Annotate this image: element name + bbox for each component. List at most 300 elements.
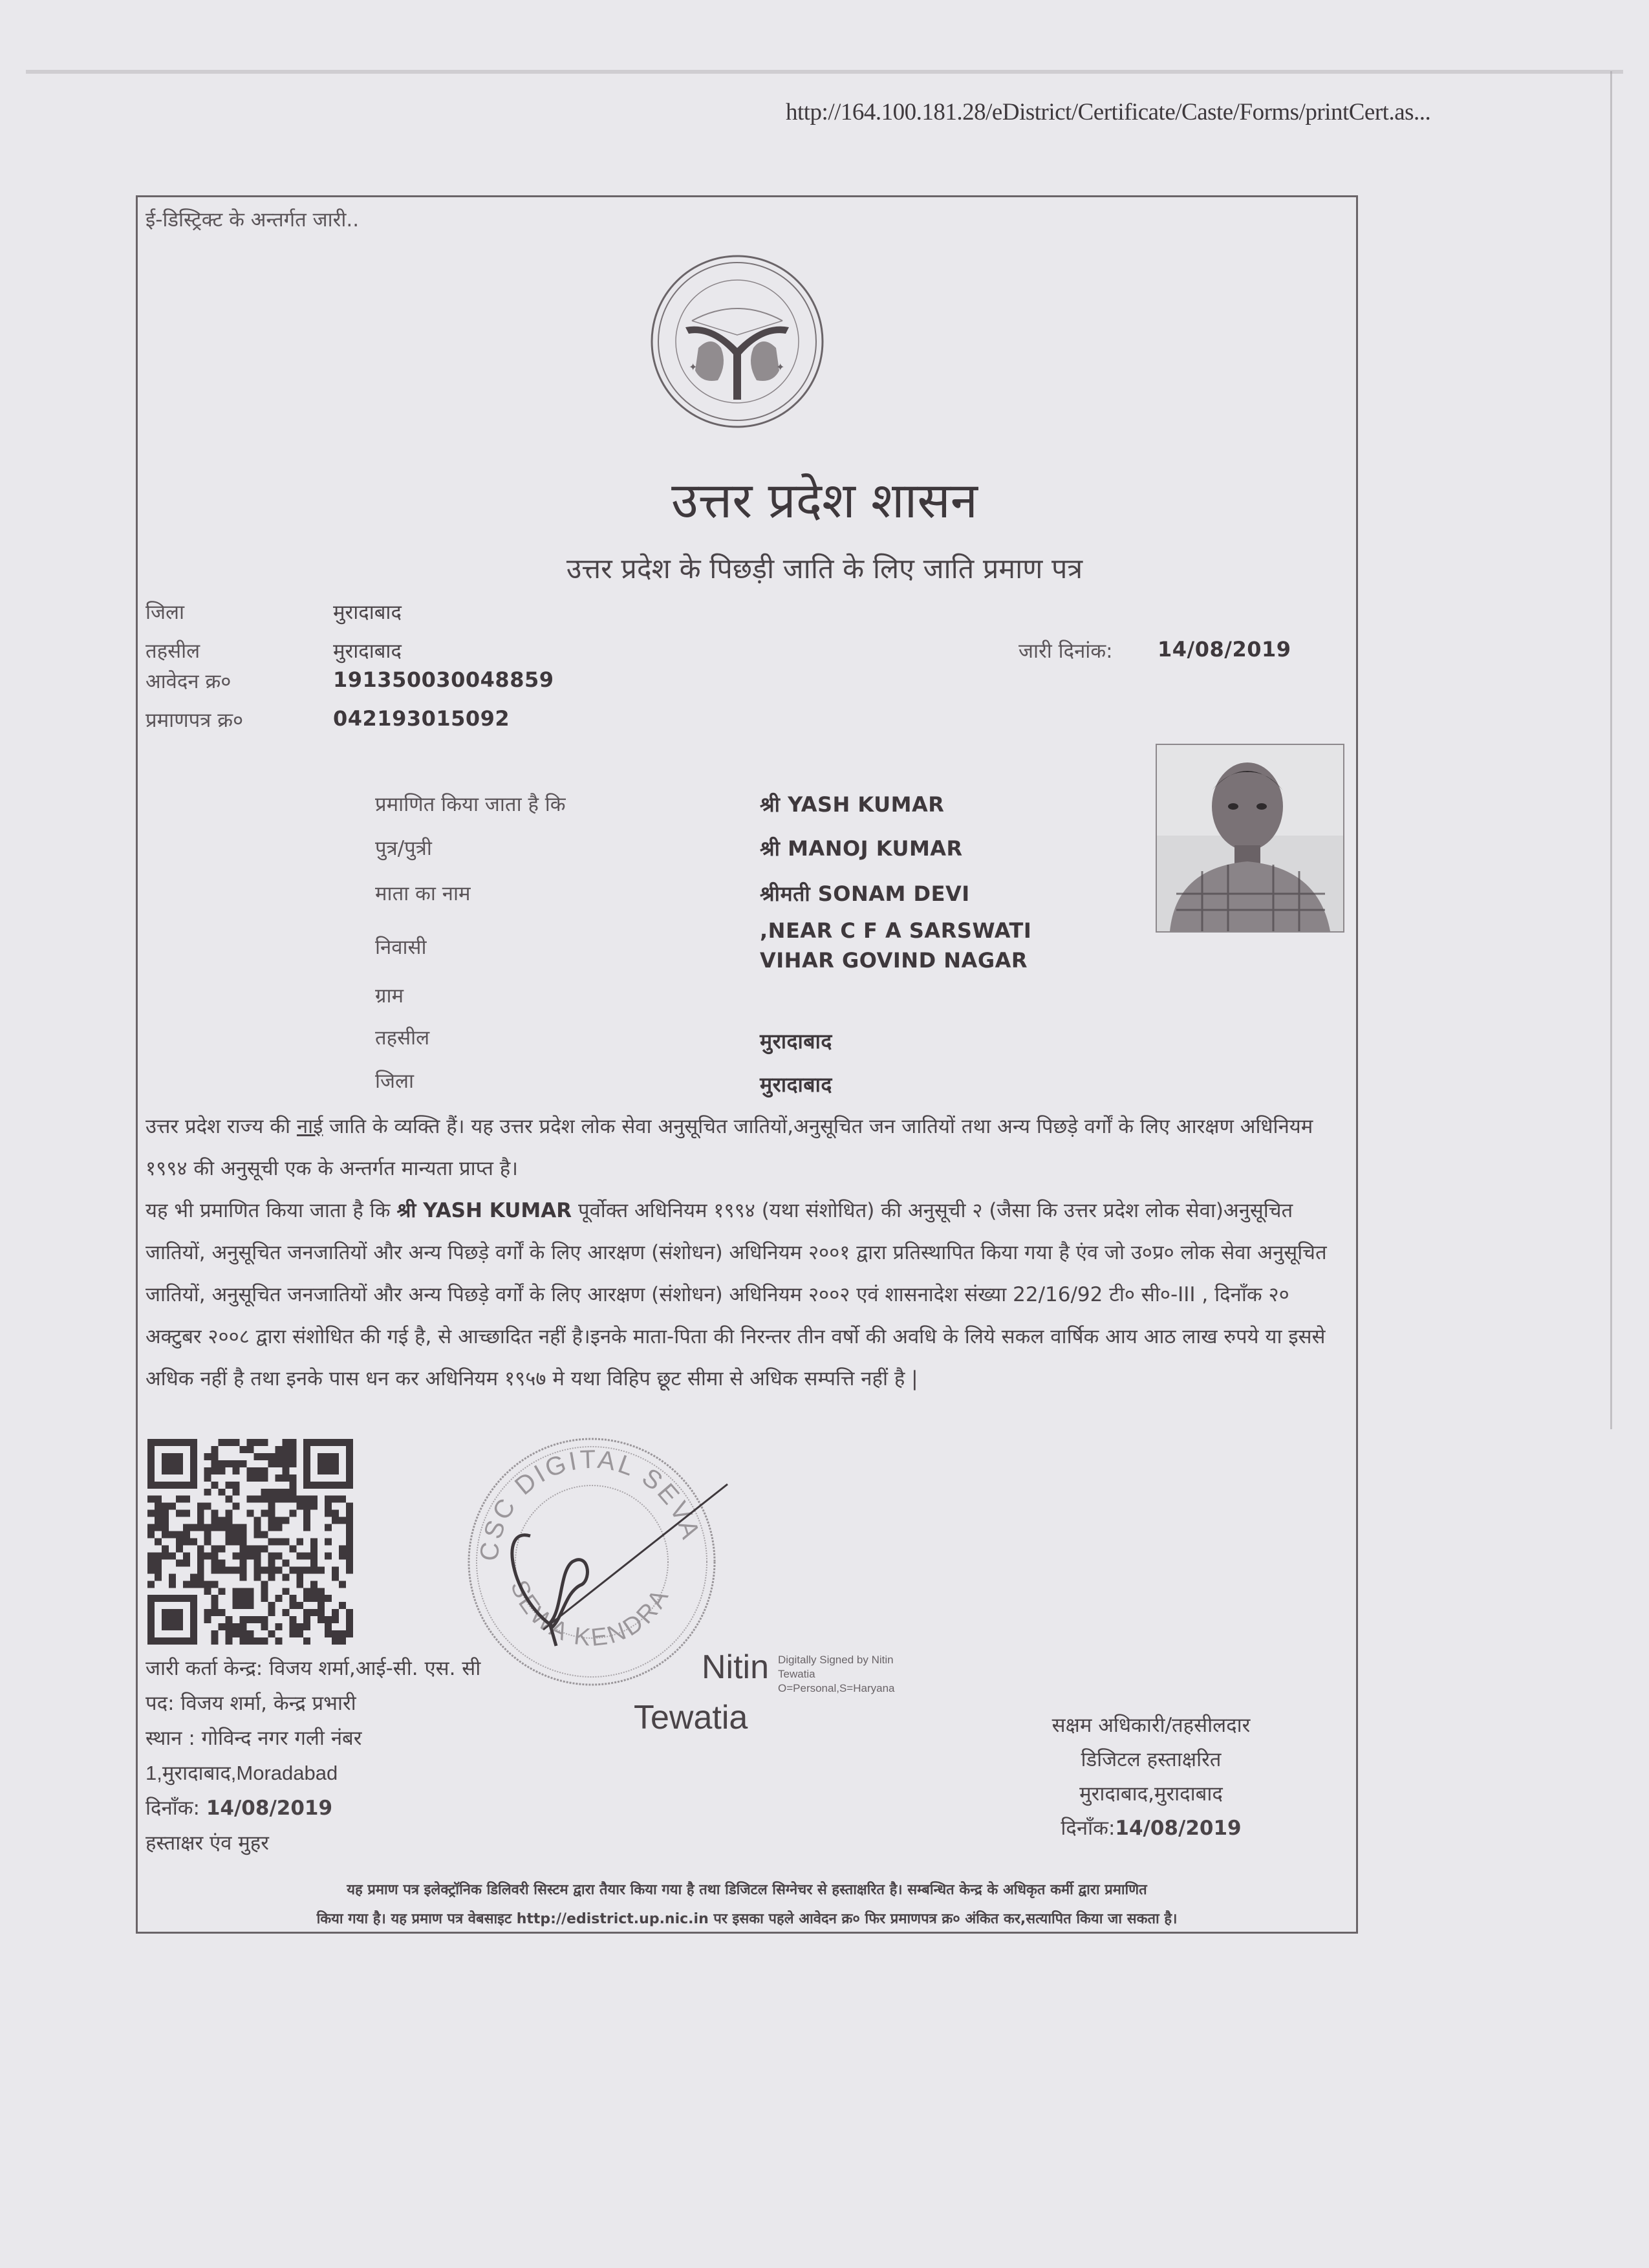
certificate-number-label: प्रमाणपत्र क्र० <box>146 709 244 732</box>
qr-module <box>253 1566 261 1573</box>
qr-module <box>296 1602 303 1609</box>
qr-module <box>346 1616 353 1623</box>
qr-module <box>261 1496 268 1503</box>
qr-module <box>253 1616 261 1623</box>
qr-module <box>190 1524 197 1531</box>
qr-module <box>289 1474 296 1482</box>
qr-module <box>268 1573 275 1581</box>
para1-pre: उत्तर प्रदेश राज्य की <box>146 1115 297 1138</box>
qr-module <box>162 1531 169 1539</box>
qr-module <box>275 1539 282 1546</box>
footer-line1: यह प्रमाण पत्र इलेक्ट्रॉनिक डिलिवरी सिस्टम द्वारा तैयार किया गया है तथा डिजिटल सिग्नेचर से हस्ताक्षरित है। सम्बन्धित केन्द्र के अधिकृत कर्मी द्वारा प्रमाणित <box>347 1882 1147 1898</box>
qr-module <box>197 1545 204 1552</box>
caste-recognition-paragraph <box>146 1106 1348 1190</box>
qr-module <box>296 1503 303 1510</box>
creamy-layer-paragraph <box>146 1190 1348 1400</box>
qr-module <box>303 1496 310 1503</box>
officer-title: सक्षम अधिकारी/तहसीलदार <box>1051 1714 1251 1737</box>
qr-module <box>226 1623 233 1630</box>
qr-module <box>268 1489 275 1496</box>
qr-module <box>296 1573 303 1581</box>
qr-module <box>147 1566 155 1573</box>
qr-module <box>268 1559 275 1566</box>
qr-module <box>318 1588 325 1595</box>
qr-module <box>176 1531 183 1539</box>
qr-module <box>275 1524 282 1531</box>
qr-module <box>282 1439 289 1446</box>
qr-module <box>204 1616 211 1623</box>
qr-module <box>332 1510 339 1517</box>
qr-module <box>162 1510 169 1517</box>
qr-module <box>310 1588 318 1595</box>
qr-module <box>296 1566 303 1573</box>
qr-module <box>211 1552 219 1559</box>
qr-module <box>233 1566 240 1573</box>
up-government-emblem-icon <box>647 251 828 432</box>
digital-signature-first-name: Nitin <box>702 1648 770 1686</box>
qr-module <box>253 1524 261 1531</box>
qr-module <box>261 1439 268 1446</box>
qr-module <box>261 1474 268 1482</box>
officer-date <box>1009 1811 1293 1846</box>
applicant-name: श्री YASH KUMAR <box>760 792 945 817</box>
qr-module <box>211 1545 219 1552</box>
applicant-photo <box>1156 744 1344 933</box>
qr-module <box>332 1630 339 1637</box>
qr-module <box>226 1439 233 1446</box>
qr-module <box>282 1609 289 1616</box>
qr-module <box>303 1566 310 1573</box>
qr-module <box>190 1539 197 1546</box>
qr-module <box>211 1453 219 1460</box>
qr-module <box>268 1453 275 1460</box>
qr-module <box>346 1503 353 1510</box>
qr-module <box>197 1573 204 1581</box>
qr-module <box>282 1588 289 1595</box>
qr-module <box>226 1524 233 1531</box>
issuing-center: जारी कर्ता केन्द्र: विजय शर्मा,आई-सी. एस. सी <box>146 1657 481 1680</box>
qr-module <box>275 1446 282 1453</box>
qr-module <box>226 1566 233 1573</box>
qr-module <box>289 1482 296 1489</box>
qr-module <box>240 1616 247 1623</box>
qr-module <box>190 1573 197 1581</box>
qr-module <box>346 1630 353 1637</box>
qr-module <box>282 1539 289 1546</box>
qr-module <box>261 1588 268 1595</box>
qr-module <box>226 1630 233 1637</box>
qr-module <box>310 1545 318 1552</box>
qr-module <box>240 1552 247 1559</box>
qr-module <box>310 1609 318 1616</box>
qr-module <box>183 1496 190 1503</box>
qr-module <box>318 1602 325 1609</box>
qr-module <box>226 1539 233 1546</box>
para2-pre: यह भी प्रमाणित किया जाता है कि <box>146 1199 397 1222</box>
qr-module <box>233 1630 240 1637</box>
digital-signature-line2: Tewatia <box>778 1668 815 1680</box>
para2-applicant-name: श्री YASH KUMAR <box>396 1199 572 1222</box>
qr-module <box>240 1623 247 1630</box>
qr-module <box>197 1517 204 1524</box>
qr-module <box>332 1566 339 1573</box>
qr-module <box>275 1474 282 1482</box>
qr-module <box>268 1503 275 1510</box>
qr-module <box>247 1439 254 1446</box>
qr-module <box>282 1474 289 1482</box>
qr-module <box>247 1637 254 1645</box>
qr-module <box>183 1510 190 1517</box>
qr-module <box>339 1552 346 1559</box>
qr-module <box>169 1573 176 1581</box>
digital-signature-line1: Digitally Signed by Nitin <box>778 1654 894 1666</box>
qr-module <box>310 1581 318 1588</box>
qr-module <box>233 1539 240 1546</box>
qr-module <box>275 1460 282 1467</box>
qr-module <box>282 1573 289 1581</box>
qr-module <box>211 1637 219 1645</box>
qr-module <box>247 1496 254 1503</box>
qr-module <box>268 1552 275 1559</box>
qr-module <box>332 1609 339 1616</box>
qr-module <box>303 1595 310 1602</box>
qr-module <box>219 1623 226 1630</box>
qr-module <box>339 1581 346 1588</box>
qr-module <box>211 1559 219 1566</box>
son-daughter-of-label: पुत्र/पुत्री <box>375 837 432 860</box>
qr-module <box>268 1460 275 1467</box>
qr-module <box>204 1524 211 1531</box>
qr-module <box>233 1588 240 1595</box>
qr-module <box>303 1503 310 1510</box>
qr-module <box>332 1517 339 1524</box>
qr-module <box>289 1630 296 1637</box>
qr-module <box>219 1489 226 1496</box>
resident-label: निवासी <box>375 936 427 959</box>
qr-module <box>219 1588 226 1595</box>
qr-module <box>303 1510 310 1517</box>
qr-module <box>226 1460 233 1467</box>
qr-module <box>155 1503 162 1510</box>
qr-module <box>176 1510 183 1517</box>
qr-module <box>303 1524 310 1531</box>
certificate-subtitle: उत्तर प्रदेश के पिछड़ी जाति के लिए जाति प्रमाण पत्र <box>566 553 1083 585</box>
person-district-label: जिला <box>375 1070 415 1093</box>
qr-module <box>261 1467 268 1474</box>
qr-module <box>296 1539 303 1546</box>
qr-module <box>176 1559 183 1566</box>
qr-module <box>325 1539 332 1546</box>
qr-module <box>296 1581 303 1588</box>
qr-module <box>155 1559 162 1566</box>
qr-module <box>247 1630 254 1637</box>
qr-module <box>211 1602 219 1609</box>
qr-module <box>339 1517 346 1524</box>
qr-module <box>176 1539 183 1546</box>
issuer-place-line2: 1,मुरादाबाद,Moradabad <box>146 1762 338 1784</box>
qr-module <box>155 1517 162 1524</box>
qr-module <box>211 1446 219 1453</box>
certified-that-label: प्रमाणित किया जाता है कि <box>375 793 566 816</box>
qr-module <box>289 1460 296 1467</box>
qr-module <box>289 1545 296 1552</box>
qr-module <box>219 1524 226 1531</box>
qr-module <box>204 1453 211 1460</box>
issuer-post: पद: विजय शर्मा, केन्द्र प्रभारी <box>146 1692 356 1715</box>
qr-module <box>339 1630 346 1637</box>
svg-text:✦: ✦ <box>689 361 698 373</box>
qr-module <box>268 1496 275 1503</box>
qr-module <box>233 1531 240 1539</box>
district-value: मुरादाबाद <box>333 601 402 624</box>
qr-module <box>219 1566 226 1573</box>
qr-module <box>155 1566 162 1573</box>
qr-module <box>325 1524 332 1531</box>
qr-module <box>289 1453 296 1460</box>
qr-module <box>346 1559 353 1566</box>
qr-module <box>275 1489 282 1496</box>
qr-module <box>253 1517 261 1524</box>
qr-module <box>169 1503 176 1510</box>
qr-module <box>325 1616 332 1623</box>
qr-module <box>346 1531 353 1539</box>
qr-module <box>155 1573 162 1581</box>
page-title: उत्तर प्रदेश शासन <box>671 471 978 529</box>
qr-module <box>247 1446 254 1453</box>
qr-module <box>282 1460 289 1467</box>
qr-module <box>147 1531 155 1539</box>
qr-module <box>226 1616 233 1623</box>
officer-date-value: 14/08/2019 <box>1115 1817 1242 1840</box>
qr-module <box>197 1552 204 1559</box>
qr-module <box>183 1581 190 1588</box>
qr-module <box>261 1623 268 1630</box>
officer-digitally-signed: डिजिटल हस्ताक्षरित <box>1081 1748 1222 1771</box>
qr-module <box>310 1552 318 1559</box>
qr-module <box>240 1539 247 1546</box>
qr-module <box>169 1531 176 1539</box>
qr-module <box>176 1545 183 1552</box>
digital-signature-line3: O=Personal,S=Haryana <box>778 1682 895 1694</box>
qr-module <box>147 1559 155 1566</box>
qr-module <box>253 1531 261 1539</box>
person-tehsil-value: मुरादाबाद <box>760 1029 832 1053</box>
qr-module <box>261 1566 268 1573</box>
qr-module <box>310 1503 318 1510</box>
qr-module <box>310 1539 318 1546</box>
qr-module <box>346 1609 353 1616</box>
qr-module <box>183 1539 190 1546</box>
qr-module <box>197 1566 204 1573</box>
qr-module <box>253 1573 261 1581</box>
qr-module <box>268 1517 275 1524</box>
qr-module <box>204 1489 211 1496</box>
issuer-date-value: 14/08/2019 <box>206 1797 333 1820</box>
qr-module <box>261 1595 268 1602</box>
qr-module <box>219 1559 226 1566</box>
svg-text:CSC DIGITAL SEVA <box>475 1445 706 1562</box>
qr-module <box>233 1467 240 1474</box>
qr-module <box>147 1524 155 1531</box>
qr-module <box>268 1602 275 1609</box>
qr-module <box>282 1517 289 1524</box>
competent-officer-block <box>1009 1709 1293 1846</box>
qr-module <box>289 1510 296 1517</box>
qr-module <box>318 1616 325 1623</box>
qr-module <box>183 1531 190 1539</box>
qr-module <box>219 1439 226 1446</box>
certificate-number-value: 042193015092 <box>333 706 510 731</box>
qr-module <box>261 1616 268 1623</box>
qr-module <box>332 1496 339 1503</box>
qr-module <box>226 1531 233 1539</box>
qr-module <box>240 1595 247 1602</box>
qr-module <box>339 1602 346 1609</box>
qr-module <box>219 1467 226 1474</box>
qr-module <box>247 1616 254 1623</box>
qr-module <box>169 1581 176 1588</box>
qr-module <box>211 1467 219 1474</box>
qr-module <box>325 1510 332 1517</box>
qr-module <box>226 1517 233 1524</box>
qr-module <box>303 1552 310 1559</box>
qr-module <box>261 1489 268 1496</box>
qr-module <box>176 1496 183 1503</box>
qr-module <box>204 1503 211 1510</box>
qr-module <box>310 1595 318 1602</box>
qr-module <box>162 1552 169 1559</box>
qr-module <box>253 1545 261 1552</box>
issuer-date-label: दिनाँक: <box>146 1797 206 1820</box>
qr-module <box>197 1581 204 1588</box>
qr-module <box>346 1552 353 1559</box>
application-number-value: 191350030048859 <box>333 667 554 692</box>
qr-module <box>268 1524 275 1531</box>
father-name: श्री MANOJ KUMAR <box>760 836 963 861</box>
qr-module <box>204 1552 211 1559</box>
qr-module <box>325 1595 332 1602</box>
qr-module <box>155 1496 162 1503</box>
qr-module <box>346 1517 353 1524</box>
qr-module <box>318 1595 325 1602</box>
qr-module <box>289 1496 296 1503</box>
qr-module <box>325 1496 332 1503</box>
signature-and-seal-label: हस्ताक्षर एंव मुहर <box>146 1831 269 1855</box>
qr-module <box>197 1503 204 1510</box>
qr-module <box>169 1552 176 1559</box>
qr-module <box>211 1482 219 1489</box>
qr-module <box>346 1524 353 1531</box>
qr-module <box>233 1602 240 1609</box>
qr-module <box>240 1573 247 1581</box>
qr-module <box>253 1552 261 1559</box>
qr-module <box>346 1539 353 1546</box>
qr-module <box>233 1595 240 1602</box>
qr-module <box>204 1474 211 1482</box>
person-tehsil-label: तहसील <box>375 1026 430 1050</box>
mother-name-label: माता का नाम <box>375 882 471 905</box>
qr-module <box>240 1566 247 1573</box>
qr-module <box>211 1566 219 1573</box>
qr-module <box>211 1630 219 1637</box>
qr-module <box>233 1489 240 1496</box>
qr-module <box>247 1588 254 1595</box>
qr-module <box>247 1467 254 1474</box>
qr-module <box>303 1623 310 1630</box>
qr-module <box>253 1559 261 1566</box>
qr-module <box>162 1524 169 1531</box>
qr-module <box>211 1510 219 1517</box>
qr-module <box>226 1637 233 1645</box>
issuer-date <box>146 1794 332 1821</box>
officer-place: मुरादाबाद,मुरादाबाद <box>1079 1782 1223 1806</box>
stamp-bottom-text: SEWA KENDRA <box>504 1576 675 1652</box>
officer-date-label: दिनाँक: <box>1061 1817 1116 1840</box>
verification-footer <box>146 1875 1348 1934</box>
qr-module <box>247 1545 254 1552</box>
qr-module <box>303 1588 310 1595</box>
qr-module <box>289 1595 296 1602</box>
qr-module <box>268 1539 275 1546</box>
qr-module <box>282 1446 289 1453</box>
qr-module <box>247 1602 254 1609</box>
qr-module <box>233 1439 240 1446</box>
qr-module <box>310 1559 318 1566</box>
qr-module <box>247 1474 254 1482</box>
qr-module <box>197 1524 204 1531</box>
qr-module <box>310 1566 318 1573</box>
qr-code-icon <box>147 1439 353 1645</box>
qr-module <box>211 1595 219 1602</box>
qr-module <box>332 1573 339 1581</box>
qr-module <box>346 1545 353 1552</box>
qr-module <box>339 1637 346 1645</box>
qr-module <box>268 1566 275 1573</box>
qr-module <box>289 1439 296 1446</box>
qr-module <box>289 1616 296 1623</box>
qr-module <box>226 1482 233 1489</box>
qr-module <box>240 1460 247 1467</box>
svg-text:SEWA KENDRA <box>505 1577 675 1652</box>
qr-module <box>183 1524 190 1531</box>
qr-module <box>162 1545 169 1552</box>
qr-module <box>296 1623 303 1630</box>
qr-module <box>268 1510 275 1517</box>
application-number-label: आवेदन क्र० <box>146 670 232 693</box>
qr-module <box>303 1609 310 1616</box>
person-district-value: मुरादाबाद <box>760 1072 832 1097</box>
tehsil-label: तहसील <box>146 640 200 663</box>
qr-module <box>253 1453 261 1460</box>
qr-module <box>268 1630 275 1637</box>
qr-module <box>240 1637 247 1645</box>
para2-post: पूर्वोक्त अधिनियम १९९४ (यथा संशोधित) की अनुसूची २ (जैसा कि उत्तर प्रदेश लोक सेवा)अनुसूचित जातियों, अनुसूचित जनजातियों और अन्य पिछड़े वर्गों के लिए आरक्षण (संशोधन) अधिनियम २००१ द्वारा प्रतिस्थापित किया गया है एंव जो उ०प्र० लोक सेवा अनुसूचित जातियों, अनुसूचित जनजातियों और अन्य पिछड़े वर्गों के लिए आरक्षण (संशोधन) अधिनियम २००२ एवं शासनादेश संख्या 22/16/92 टी० सी०-III , दिनाँक २० अक्टुबर २००८ द्वारा संशोधित की गई है, से आच्छादित नहीं है।इनके माता-पिता की निरन्तर तीन वर्षो की अवधि के लिये सकल वार्षिक आय आठ लाख रुपये या इससे अधिक नहीं है तथा इनके पास धन कर अधिनियम १९५७ मे यथा विहिप छूट सीमा से अधिक सम्पत्ति नहीं है | <box>146 1199 1327 1390</box>
qr-module <box>275 1637 282 1645</box>
qr-module <box>282 1496 289 1503</box>
paper-edge <box>26 70 1623 74</box>
qr-module <box>253 1439 261 1446</box>
qr-module <box>155 1552 162 1559</box>
district-label: जिला <box>146 601 185 624</box>
qr-module <box>346 1566 353 1573</box>
tehsil-value: मुरादाबाद <box>333 640 402 663</box>
qr-module <box>155 1510 162 1517</box>
qr-module <box>253 1474 261 1482</box>
qr-module <box>204 1588 211 1595</box>
qr-module <box>275 1595 282 1602</box>
qr-module <box>219 1517 226 1524</box>
qr-module <box>296 1552 303 1559</box>
